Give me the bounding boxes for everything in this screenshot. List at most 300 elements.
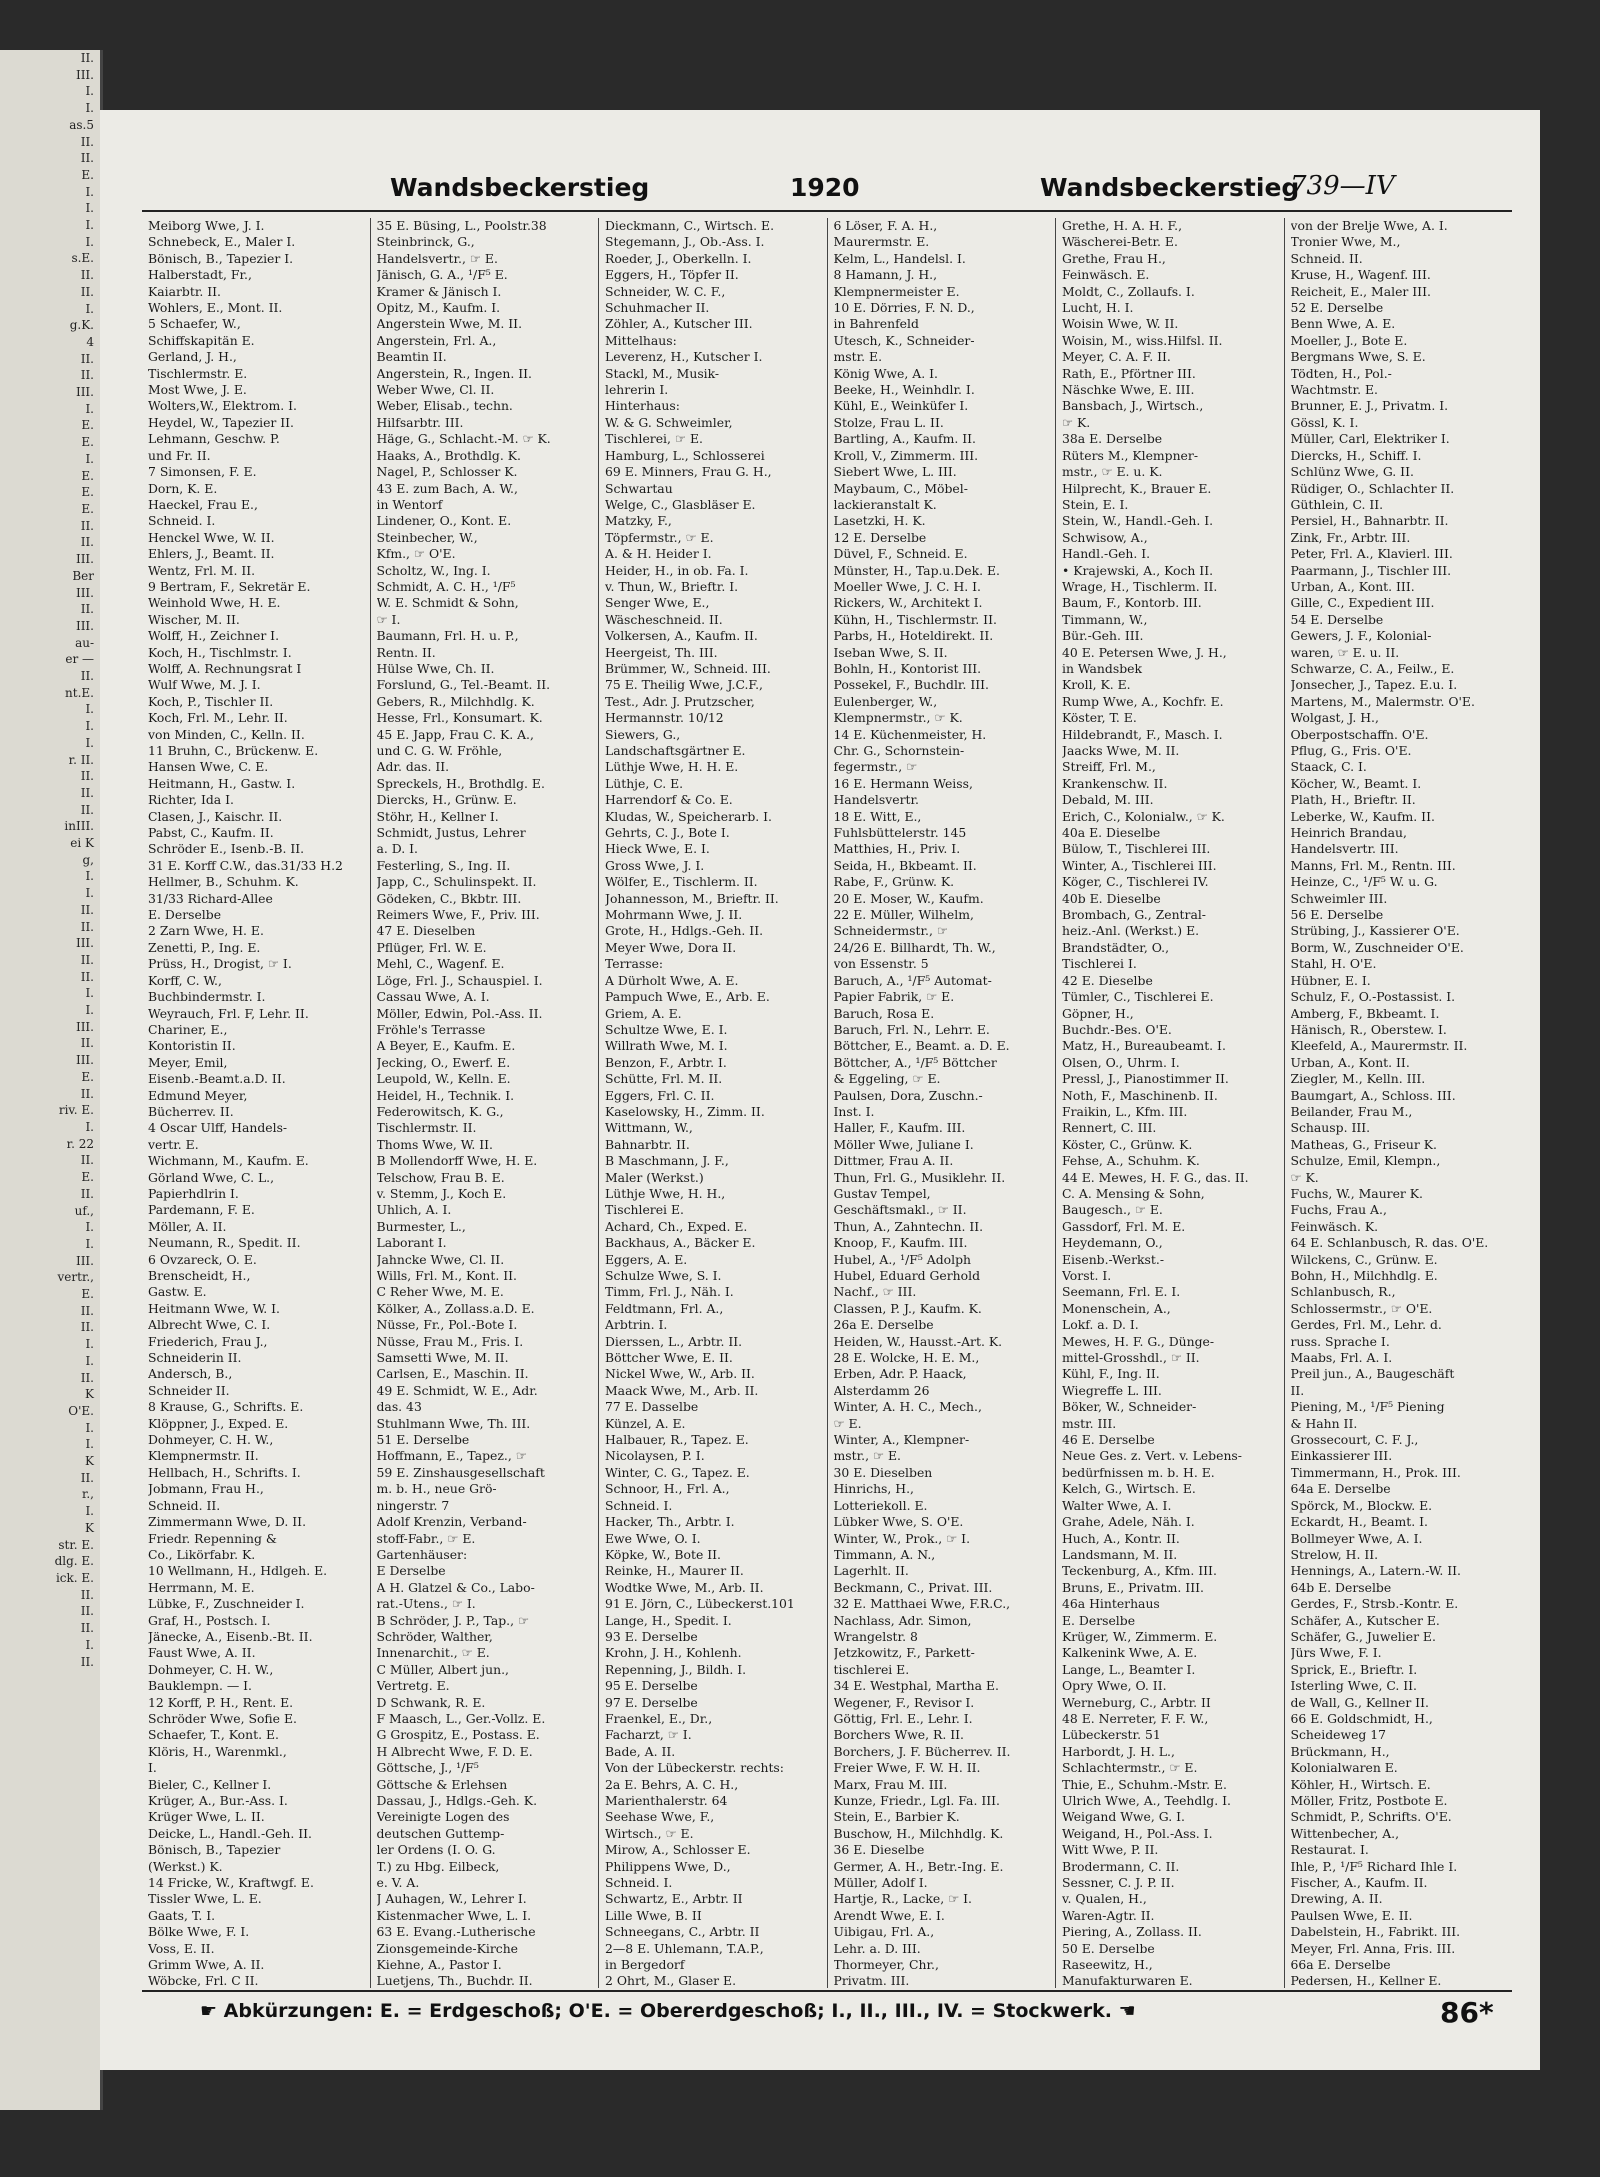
directory-entry: Mewes, H. F. G., Dünge- (1062, 1333, 1215, 1349)
gutter-fragment: II. (80, 284, 94, 299)
directory-entry: Dassau, J., Hdlgs.-Geh. K. (376, 1793, 538, 1808)
directory-entry: Handelsvertr. III. (1290, 841, 1399, 857)
directory-entry: 66 E. Goldschmidt, H., (1290, 1710, 1433, 1726)
gutter-fragment: II. (80, 1036, 94, 1051)
directory-entry: Olsen, O., Uhrm. I. (1062, 1054, 1180, 1070)
directory-entry: Schwartau (605, 480, 673, 496)
directory-entry: bedürfnissen m. b. H. E. (1062, 1464, 1215, 1480)
directory-entry: Herrmann, M. E. (148, 1579, 255, 1595)
directory-entry: Griem, A. E. (605, 1005, 682, 1021)
directory-entry: Angerstein, R., Ingen. II. (376, 365, 532, 381)
directory-entry: Eggers, H., Töpfer II. (605, 267, 739, 283)
directory-entry: lackieranstalt K. (833, 496, 937, 512)
directory-entry: Bohln, H., Kontorist III. (833, 660, 982, 676)
directory-entry: Plath, H., Brieftr. II. (1290, 792, 1416, 808)
directory-entry: mstr. III. (1062, 1415, 1117, 1431)
directory-entry: Iseban Wwe, S. II. (833, 644, 948, 660)
directory-entry: Wichmann, M., Kaufm. E. (148, 1153, 309, 1169)
directory-entry: Koch, H., Tischlmstr. I. (148, 644, 292, 660)
directory-entry: Clasen, J., Kaischr. II. (148, 808, 283, 824)
directory-entry: von Minden, C., Kelln. II. (148, 726, 305, 742)
directory-entry: Handelsvertr., ☞ E. (376, 250, 498, 266)
directory-entry: Schulze Wwe, S. I. (605, 1268, 722, 1283)
directory-entry: Angerstein Wwe, M. II. (376, 316, 523, 332)
gutter-fragment: g.K. (69, 318, 94, 333)
directory-entry: stoff-Fabr., ☞ E. (376, 1530, 476, 1546)
directory-entry: das. 43 (376, 1399, 422, 1415)
directory-entry: Senger Wwe, E., (605, 595, 710, 611)
directory-entry: Moldt, C., Zollaufs. I. (1062, 283, 1195, 299)
directory-entry: Monenschein, A., (1062, 1300, 1171, 1316)
directory-entry: Buchbindermstr. I. (148, 989, 266, 1005)
directory-entry: Winter, W., Prok., ☞ I. (833, 1530, 971, 1546)
directory-entry: Winter, A., Klempner- (833, 1432, 970, 1448)
directory-entry: mstr., ☞ E. u. K. (1062, 464, 1163, 480)
gutter-fragment: II. (80, 1153, 94, 1168)
directory-entry: Hartje, R., Lacke, ☞ I. (833, 1891, 972, 1907)
gutter-fragment: II. (80, 1086, 94, 1101)
gutter-fragment: II. (80, 1186, 94, 1201)
directory-entry: Kfm., ☞ O'E. (376, 546, 456, 562)
directory-entry: Drewing, A. II. (1290, 1891, 1383, 1907)
directory-entry: Rabe, F., Grünw. K. (833, 874, 955, 890)
gutter-fragment: II. (80, 602, 94, 617)
directory-entry: Hubel, A., ¹/F⁵ Adolph (833, 1251, 972, 1267)
directory-entry: Baum, F., Kontorb. III. (1062, 595, 1202, 611)
directory-entry: Possekel, F., Buchdlr. III. (833, 677, 989, 693)
directory-entry: Handl.-Geh. I. (1062, 546, 1151, 562)
directory-entry: Dieckmann, C., Wirtsch. E. (605, 218, 775, 233)
gutter-fragment: I. (85, 1337, 94, 1352)
directory-entry: Zenetti, P., Ing. E. (148, 939, 261, 955)
directory-entry: 77 E. Dasselbe (605, 1399, 699, 1415)
directory-entry: 91 E. Jörn, C., Lübeckerst.101 (605, 1596, 795, 1612)
gutter-fragment: ick. E. (55, 1570, 94, 1585)
directory-entry: Jetzkowitz, F., Parkett- (833, 1645, 975, 1661)
directory-entry: Steinbrinck, G., (376, 234, 475, 250)
directory-entry: Heider, H., in ob. Fa. I. (605, 562, 749, 578)
gutter-fragment: I. (85, 886, 94, 901)
directory-entry: Schlanbusch, R., (1290, 1284, 1396, 1300)
directory-entry: Bönisch, B., Tapezier I. (148, 250, 294, 266)
directory-entry: Halbauer, R., Tapez. E. (605, 1432, 749, 1448)
directory-entry: Hellmer, B., Schuhm. K. (148, 874, 299, 890)
gutter-fragment: II. (80, 1621, 94, 1636)
directory-entry: Lindener, O., Kont. E. (376, 513, 512, 529)
directory-entry: Gerland, J. H., (148, 349, 237, 365)
gutter-fragment: Ber (72, 568, 94, 583)
directory-entry: fegermstr., ☞ (833, 759, 918, 775)
directory-entry: Restaurat. I. (1290, 1842, 1369, 1858)
directory-entry: 10 E. Dörries, F. N. D., (833, 300, 975, 316)
gutter-fragment: g, (82, 852, 94, 867)
gutter-fragment: inIII. (64, 819, 94, 834)
directory-entry: rat.-Utens., ☞ I. (376, 1596, 476, 1612)
directory-entry: A Beyer, E., Kaufm. E. (376, 1038, 516, 1054)
gutter-fragment: I. (85, 1420, 94, 1435)
gutter-fragment: E. (81, 1069, 94, 1084)
directory-entry: Lille Wwe, B. II (605, 1907, 702, 1923)
directory-entry: Kühl, E., Weinküfer I. (833, 398, 969, 414)
gutter-fragment: II. (80, 1370, 94, 1385)
gutter-fragment: II. (80, 351, 94, 366)
directory-entry: mstr. E. (833, 349, 883, 365)
directory-entry: 46 E. Derselbe (1062, 1432, 1155, 1448)
directory-entry: Stein, W., Handl.-Geh. I. (1062, 513, 1214, 529)
directory-entry: Haeckel, Frau E., (148, 496, 258, 512)
directory-entry: Diercks, H., Schiff. I. (1290, 447, 1422, 463)
directory-entry: Kelch, G., Wirtsch. E. (1062, 1481, 1196, 1497)
directory-entry: Wirtsch., ☞ E. (605, 1825, 694, 1841)
directory-entry: Friedr. Repenning & (148, 1530, 277, 1546)
directory-entry: Klöppner, J., Exped. E. (148, 1415, 289, 1431)
directory-entry: Möller, Fritz, Postbote E. (1290, 1793, 1448, 1808)
directory-entry: Gewers, J. F., Kolonial- (1290, 628, 1432, 644)
directory-entry: 16 E. Hermann Weiss, (833, 775, 973, 791)
directory-entry: Nickel Wwe, W., Arb. II. (605, 1366, 755, 1382)
directory-entry: Landschaftsgärtner E. (605, 743, 746, 758)
directory-entry: Bieler, C., Kellner I. (148, 1776, 272, 1792)
directory-entry: G Grospitz, E., Postass. E. (376, 1727, 540, 1743)
directory-entry: Hilprecht, K., Brauer E. (1062, 480, 1212, 496)
directory-entry: Gassdorf, Frl. M. E. (1062, 1218, 1186, 1234)
directory-entry: Schneider II. (148, 1382, 230, 1398)
directory-entry: Bülow, T., Tischlerei III. (1062, 841, 1211, 857)
directory-entry: Lüthje Wwe, H. H. E. (605, 759, 739, 775)
directory-entry: russ. Sprache I. (1290, 1333, 1390, 1349)
directory-entry: Hülse Wwe, Ch. II. (376, 660, 495, 676)
directory-entry: B Maschmann, J. F., (605, 1153, 729, 1169)
gutter-fragment: III. (75, 1053, 94, 1068)
directory-entry: Schäfer, G., Juwelier E. (1290, 1628, 1436, 1644)
gutter-fragment: str. E. (58, 1537, 94, 1552)
directory-entry: Privatm. III. (833, 1973, 910, 1988)
directory-entry: 2 Ohrt, M., Glaser E. (605, 1973, 737, 1988)
directory-entry: in Wentorf (376, 496, 443, 512)
directory-entry: 14 E. Küchenmeister, H. (833, 726, 987, 742)
gutter-fragment: r. 22 (66, 1136, 94, 1151)
header-year: 1920 (790, 173, 860, 202)
directory-entry: Vereinigte Logen des (376, 1809, 510, 1825)
directory-column-2 (371, 218, 600, 1988)
directory-entry: Dorn, K. E. (148, 480, 218, 496)
directory-entry: in Wandsbek (1062, 660, 1142, 676)
directory-entry: Strelow, H. II. (1290, 1546, 1379, 1562)
directory-entry: Grahe, Adele, Näh. I. (1062, 1514, 1195, 1530)
directory-entry: Heinze, C., ¹/F⁵ W. u. G. (1290, 874, 1438, 890)
directory-entry: Wrangelstr. 8 (833, 1628, 918, 1644)
directory-entry: Forslund, G., Tel.-Beamt. II. (376, 677, 551, 693)
gutter-fragment: E. (81, 1287, 94, 1302)
header-page-number: 739—IV (1290, 171, 1395, 201)
directory-entry: Matz, H., Bureaubeamt. I. (1062, 1038, 1226, 1054)
header-street-left: Wandsbeckerstieg (390, 173, 650, 202)
directory-entry: Thoms Wwe, W. II. (376, 1136, 493, 1152)
directory-entry: 20 E. Moser, W., Kaufm. (833, 890, 984, 906)
gutter-fragment: III. (75, 618, 94, 633)
directory-entry: Brenscheidt, H., (148, 1268, 251, 1283)
directory-entry: Spreckels, H., Brothdlg. E. (376, 775, 545, 791)
directory-entry: Borchers Wwe, R. II. (833, 1727, 964, 1743)
directory-entry: 64 E. Schlanbusch, R. das. O'E. (1290, 1235, 1489, 1251)
directory-entry: Johannesson, M., Brieftr. II. (605, 890, 779, 906)
gutter-fragment: II. (80, 268, 94, 283)
directory-entry: Wäscherei-Betr. E. (1062, 234, 1178, 250)
directory-entry: Tronier Wwe, M., (1290, 234, 1401, 250)
directory-entry: 36 E. Dieselbe (833, 1842, 925, 1858)
gutter-fragment: II. (80, 669, 94, 684)
directory-entry: Ihle, P., ¹/F⁵ Richard Ihle I. (1290, 1858, 1458, 1874)
directory-entry: Göttsche, J., ¹/F⁵ (376, 1760, 479, 1776)
gutter-fragment: 4 (86, 334, 94, 349)
directory-entry: Harrendorf & Co. E. (605, 792, 733, 808)
gutter-fragment: au- (75, 635, 94, 650)
gutter-fragment: II. (80, 952, 94, 967)
directory-entry: Böttcher, A., ¹/F⁵ Böttcher (833, 1054, 997, 1070)
directory-entry: in Bahrenfeld (833, 316, 919, 332)
directory-entry: (Werkst.) K. (148, 1858, 223, 1874)
abbreviations-footer: ☛ Abkürzungen: E. = Erdgeschoß; O'E. = Obererdgeschoß; I., II., III., IV. = Stockwerk. ☚ (200, 2000, 1136, 2022)
directory-entry: Heinrich Brandau, (1290, 825, 1407, 841)
directory-entry: Handelsvertr. (833, 792, 919, 808)
directory-entry: Buchdr.-Bes. O'E. (1062, 1021, 1172, 1037)
directory-entry: Korff, C. W., (148, 972, 222, 988)
directory-entry: Schneid. II. (1290, 250, 1363, 266)
directory-entry: Baumann, Frl. H. u. P., (376, 628, 519, 644)
directory-entry: Hildebrandt, F., Masch. I. (1062, 726, 1223, 742)
directory-entry: Kiehne, A., Pastor I. (376, 1957, 502, 1973)
gutter-fragment: II. (80, 902, 94, 917)
directory-entry: Schröder, Walther, (376, 1628, 493, 1644)
gutter-fragment: I. (85, 1003, 94, 1018)
directory-entry: B Schröder, J. P., Tap., ☞ (376, 1612, 530, 1628)
directory-entry: v. Thun, W., Brieftr. I. (605, 578, 739, 594)
directory-entry: Kruse, H., Wagenf. III. (1290, 267, 1431, 283)
directory-entry: W. E. Schmidt & Sohn, (376, 595, 519, 611)
directory-entry: Lüthje, C. E. (605, 775, 684, 791)
directory-entry: Feldtmann, Frl. A., (605, 1300, 724, 1316)
directory-entry: Timmermann, H., Prok. III. (1290, 1464, 1461, 1480)
directory-entry: Hacker, Th., Arbtr. I. (605, 1514, 735, 1530)
gutter-fragment: I. (85, 101, 94, 116)
directory-entry: Hansen Wwe, C. E. (148, 759, 269, 775)
directory-entry: 9 Bertram, F., Sekretär E. (148, 578, 311, 594)
directory-entry: Heidel, H., Technik. I. (376, 1087, 515, 1103)
directory-entry: Repenning, J., Bildh. I. (605, 1661, 747, 1677)
directory-entry: Alsterdamm 26 (833, 1382, 930, 1398)
directory-entry: von Essenstr. 5 (833, 956, 929, 972)
gutter-fragment: II. (80, 1470, 94, 1485)
directory-entry: Wodtke Wwe, M., Arb. II. (605, 1579, 764, 1595)
directory-entry: Schneid. I. (148, 513, 216, 529)
gutter-fragment: II. (80, 969, 94, 984)
directory-entry: 45 E. Japp, Frau C. K. A., (376, 726, 534, 742)
directory-entry: Gustav Tempel, (833, 1185, 931, 1201)
directory-entry: Wöbcke, Frl. C II. (148, 1973, 259, 1988)
directory-entry: Kroll, K. E. (1062, 677, 1131, 693)
directory-entry: Ziegler, M., Kelln. III. (1290, 1071, 1426, 1087)
directory-entry: 32 E. Matthaei Wwe, F.R.C., (833, 1596, 1011, 1612)
page-header (100, 110, 1540, 205)
gutter-fragment: r. II. (68, 752, 94, 767)
directory-entry: 56 E. Derselbe (1290, 907, 1384, 923)
directory-entry: 14 Fricke, W., Kraftwgf. E. (148, 1875, 314, 1891)
directory-entry: heiz.-Anl. (Werkst.) E. (1062, 923, 1200, 939)
directory-entry: Weinhold Wwe, H. E. (148, 595, 281, 611)
directory-entry: Matthies, H., Priv. I. (833, 841, 961, 857)
directory-entry: Uhlich, A. I. (376, 1202, 452, 1218)
directory-entry: Krohn, J. H., Kohlenh. (605, 1645, 742, 1661)
directory-entry: Ewe Wwe, O. I. (605, 1530, 701, 1546)
directory-entry: Schuhmacher II. (605, 300, 710, 316)
directory-entry: C. A. Mensing & Sohn, (1062, 1185, 1205, 1201)
directory-entry: 6 Löser, F. A. H., (833, 218, 938, 233)
directory-entry: lehrerin I. (605, 382, 669, 398)
directory-entry: Hellbach, H., Schrifts. I. (148, 1464, 301, 1480)
directory-entry: Tissler Wwe, L. E. (148, 1891, 262, 1907)
directory-entry: Amberg, F., Bkbeamt. I. (1290, 1005, 1440, 1021)
gutter-fragment: uf., (74, 1203, 94, 1218)
directory-entry: Seida, H., Bkbeamt. II. (833, 857, 977, 873)
directory-entry: 47 E. Dieselben (376, 923, 476, 939)
directory-entry: Thun, Frl. G., Musiklehr. II. (833, 1169, 1006, 1185)
directory-entry: Arendt Wwe, E. I. (833, 1907, 945, 1923)
directory-entry: Carlsen, E., Maschin. II. (376, 1366, 529, 1382)
directory-entry: Pedersen, H., Kellner E. (1290, 1973, 1442, 1988)
directory-entry: 64b E. Derselbe (1290, 1579, 1392, 1595)
directory-entry: ler Ordens (I. O. G. (376, 1842, 496, 1858)
directory-entry: 8 Hamann, J. H., (833, 267, 938, 283)
directory-entry: Mirow, A., Schlosser E. (605, 1842, 751, 1858)
gutter-fragment: E. (81, 468, 94, 483)
directory-entry: Töpfermstr., ☞ E. (605, 529, 714, 545)
directory-entry: Lehmann, Geschw. P. (148, 431, 280, 447)
directory-entry: F Maasch, L., Ger.-Vollz. E. (376, 1710, 546, 1726)
directory-entry: Stuhlmann Wwe, Th. III. (376, 1415, 531, 1431)
directory-entry: Schneid. I. (605, 1497, 673, 1513)
directory-entry: Borchers, J. F. Bücherrev. II. (833, 1743, 1011, 1759)
directory-entry: Meyer, Emil, (148, 1054, 228, 1070)
directory-entry: 44 E. Mewes, H. F. G., das. II. (1062, 1169, 1249, 1185)
gutter-fragment: III. (75, 1253, 94, 1268)
directory-entry: Baruch, A., ¹/F⁵ Automat- (833, 972, 992, 988)
directory-entry: Japp, C., Schulinspekt. II. (376, 874, 537, 890)
gutter-fragment: III. (75, 385, 94, 400)
directory-entry: 49 E. Schmidt, W. E., Adr. (376, 1382, 538, 1398)
directory-entry: Krüger, W., Zimmerm. E. (1062, 1628, 1218, 1644)
directory-entry: Papierhdlrin I. (148, 1185, 239, 1201)
directory-entry: 22 E. Müller, Wilhelm, (833, 907, 974, 923)
directory-entry: Albrecht Wwe, C. I. (148, 1317, 271, 1333)
gutter-fragment: II. (80, 518, 94, 533)
directory-entry: 5 Schaefer, W., (148, 316, 241, 332)
directory-entry: Koch, P., Tischler II. (148, 693, 274, 709)
directory-entry: Piering, A., Zollass. II. (1062, 1924, 1202, 1940)
gutter-fragment: I. (85, 702, 94, 717)
gutter-fragment: I. (85, 201, 94, 216)
directory-entry: Samsetti Wwe, M. II. (376, 1350, 509, 1366)
directory-entry: Fehse, A., Schuhm. K. (1062, 1153, 1200, 1169)
directory-entry: 42 E. Dieselbe (1062, 972, 1153, 988)
gutter-fragment: E. (81, 167, 94, 182)
directory-entry: Pflug, G., Fris. O'E. (1290, 743, 1412, 758)
directory-entry: Facharzt, ☞ I. (605, 1727, 692, 1743)
directory-entry: Dohmeyer, C. H. W., (148, 1432, 274, 1448)
gutter-fragment: II. (80, 51, 94, 65)
directory-entry: Brombach, G., Zentral- (1062, 907, 1206, 923)
directory-entry: Klempnermeister E. (833, 283, 960, 299)
directory-entry: Schnoor, H., Frl. A., (605, 1481, 730, 1497)
directory-entry: Prüss, H., Drogist, ☞ I. (148, 956, 292, 972)
directory-entry: Jürs Wwe, F. I. (1290, 1645, 1382, 1661)
directory-entry: Heydel, W., Tapezier II. (148, 414, 294, 430)
directory-entry: 26a E. Derselbe (833, 1317, 934, 1333)
directory-entry: Nicolaysen, P. I. (605, 1448, 705, 1464)
directory-entry: Lübeckerstr. 51 (1062, 1727, 1161, 1743)
directory-entry: Thormeyer, Chr., (833, 1957, 939, 1973)
directory-entry: Maybaum, C., Möbel- (833, 480, 968, 496)
gutter-fragment: K (85, 1454, 94, 1469)
directory-entry: 50 E. Derselbe (1062, 1940, 1155, 1956)
directory-entry: Opitz, M., Kaufm. I. (376, 300, 501, 316)
directory-entry: Matheas, G., Friseur K. (1290, 1136, 1437, 1152)
directory-entry: tischlerei E. (833, 1661, 910, 1677)
directory-entry: Pabst, C., Kaufm. II. (148, 825, 274, 841)
directory-entry: Schlünz Wwe, G. II. (1290, 464, 1414, 480)
directory-entry: 66a E. Derselbe (1290, 1957, 1391, 1973)
directory-entry: Siewers, G., (605, 726, 681, 742)
directory-entry: ☞ K. (1290, 1169, 1319, 1185)
directory-entry: 63 E. Evang.-Lutherische (376, 1924, 536, 1940)
directory-entry: Halberstadt, Fr., (148, 267, 252, 283)
directory-entry: Stahl, H. O'E. (1290, 956, 1377, 972)
directory-entry: Grethe, H. A. H. F., (1062, 218, 1183, 233)
gutter-fragment: E. (81, 501, 94, 516)
directory-entry: Neumann, R., Spedit. II. (148, 1235, 301, 1251)
directory-entry: Wolgast, J. H., (1290, 710, 1379, 726)
directory-entry: Reicheit, E., Maler III. (1290, 283, 1431, 299)
directory-entry: Weigand Wwe, G. I. (1062, 1809, 1185, 1825)
directory-entry: Wolters,W., Elektrom. I. (148, 398, 297, 414)
directory-entry: Bahnarbtr. II. (605, 1136, 690, 1152)
directory-entry: Tischlermstr. II. (376, 1120, 477, 1136)
gutter-fragment: E. (81, 1170, 94, 1185)
directory-entry: Maler (Werkst.) (605, 1169, 704, 1185)
directory-entry: C Müller, Albert jun., (376, 1661, 509, 1677)
directory-entry: Klöris, H., Warenmkl., (148, 1743, 287, 1759)
directory-entry: Eisenb.-Werkst.- (1062, 1251, 1165, 1267)
gutter-fragment: s.E. (71, 251, 94, 266)
directory-entry: 64a E. Derselbe (1290, 1481, 1391, 1497)
directory-entry: Schweimler III. (1290, 890, 1388, 906)
directory-entry: Reinke, H., Maurer II. (605, 1563, 744, 1579)
gutter-fragment: riv. E. (58, 1103, 94, 1118)
directory-entry: Jahncke Wwe, Cl. II. (376, 1251, 505, 1267)
directory-entry: Bauklempn. — I. (148, 1678, 252, 1694)
directory-entry: Tischlerei, ☞ E. (605, 431, 703, 447)
directory-entry: Preil jun., A., Baugeschäft (1290, 1366, 1455, 1382)
directory-entry: Grossecourt, C. F. J., (1290, 1432, 1419, 1448)
directory-entry: Co., Likörfabr. K. (148, 1546, 256, 1562)
directory-entry: Einkassierer III. (1290, 1448, 1393, 1464)
directory-entry: H Albrecht Wwe, F. D. E. (376, 1743, 533, 1759)
previous-page-edge (0, 50, 103, 2110)
directory-entry: 46a Hinterhaus (1062, 1596, 1160, 1612)
gutter-fragment: nt.E. (65, 685, 94, 700)
directory-entry: Kroll, V., Zimmerm. III. (833, 447, 979, 463)
gutter-fragment: II. (80, 1587, 94, 1602)
directory-entry: Bartling, A., Kaufm. II. (833, 431, 976, 447)
